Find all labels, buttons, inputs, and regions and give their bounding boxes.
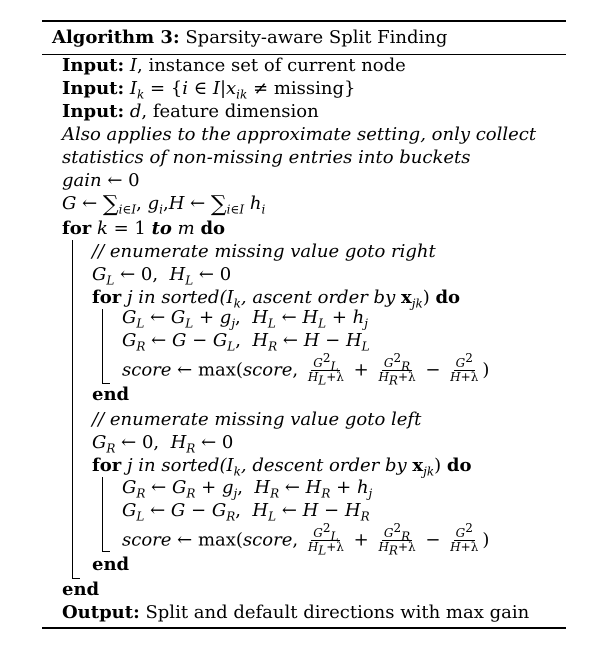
gh-init: G ← $\sum_{i\in I}$, $g_i,H$ ← $\sum_{i\in I}$ $h_i$ xyxy=(62,192,266,217)
outer-for: for k = 1 to m do xyxy=(62,218,226,239)
algorithm-box xyxy=(42,20,566,55)
note-line-1: Also applies to the approximate setting, only collect xyxy=(62,124,537,145)
input-line-1: Input: I, instance set of current node xyxy=(62,55,406,76)
update-right-2: $G_R$ ← $G_R + g_j$, $H_R$ ← $H_R + h_j$ xyxy=(122,477,373,501)
update-left-2: $G_L$ ← $G - G_R$, $H_L$ ← $H - H_R$ xyxy=(122,500,370,524)
input-line-2: Input: $I_k = \{i$ ∈ $I|x_{ik} \ne missing$} xyxy=(62,78,356,102)
update-left-1: $G_L$ ← $G_L + g_j$, $H_L$ ← $H_L + h_j$ xyxy=(122,307,368,331)
gain-init: gain ← 0 xyxy=(62,170,140,191)
inner-loop-tick-2 xyxy=(102,551,110,552)
end-ascent: end xyxy=(92,384,130,405)
input-2-rhs: missing} xyxy=(273,78,356,99)
algorithm-name: Sparsity-aware Split Finding xyxy=(185,27,448,48)
output-text: Split and default directions with max gain xyxy=(145,602,530,623)
output-line: Output: Split and default directions with max gain xyxy=(62,602,530,623)
for-ascent: for j in $sorted(I_k$, ascent order by $x_{jk}$) do xyxy=(92,287,461,311)
for-descent: for j in $sorted(I_k$, descent order by $x_{jk}$) do xyxy=(92,455,472,479)
outer-loop-bar xyxy=(72,240,73,579)
input-line-3: Input: d, feature dimension xyxy=(62,101,319,122)
note-line-2: statistics of non-missing entries into buckets xyxy=(62,147,471,168)
inner-loop-bar-1 xyxy=(102,309,103,384)
init-left: $G_L$ ← 0, $H_L$ ← 0 xyxy=(92,264,232,288)
comment-right: // enumerate missing value goto right xyxy=(92,241,436,262)
bottom-rule xyxy=(42,627,566,629)
algorithm-label: Algorithm 3: xyxy=(52,27,180,48)
end-descent: end xyxy=(92,554,130,575)
inner-loop-bar-2 xyxy=(102,477,103,552)
end-outer: end xyxy=(62,579,100,600)
update-right-1: $G_R$ ← $G - G_L$, $H_R$ ← $H - H_L$ xyxy=(122,330,370,354)
comment-left: // enumerate missing value goto left xyxy=(92,409,422,430)
init-right: $G_R$ ← 0, $H_R$ ← 0 xyxy=(92,432,234,456)
score-1: score ← max(score, $\frac{G^2_L}{H_L+\lambda}$ + $\frac{G^2_R}{H_R+\lambda}$ − $\frac{G^2}{H+\lambda}$ ) xyxy=(122,351,490,388)
algorithm-title xyxy=(42,22,566,54)
score-2: score ← max(score, $\frac{G^2_L}{H_L+\lambda}$ + $\frac{G^2_R}{H_R+\lambda}$ − $\frac{G^2}{H+\lambda}$ ) xyxy=(122,521,490,558)
